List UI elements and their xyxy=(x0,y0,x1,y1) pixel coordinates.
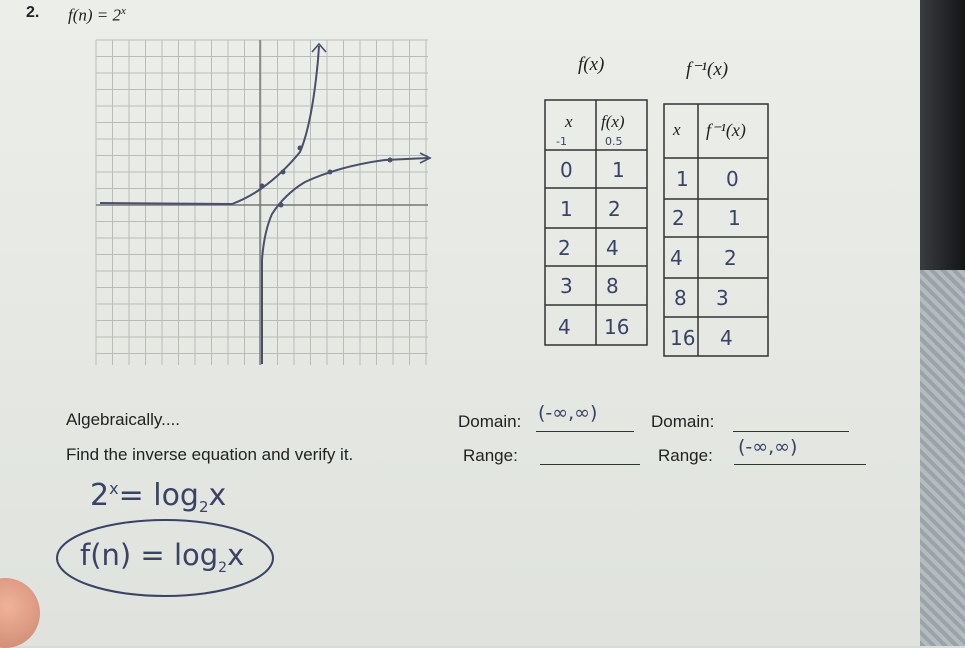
f-domain-blank xyxy=(536,431,634,432)
f-domain-value: (-∞,∞) xyxy=(538,402,598,424)
finv-range-label: Range: xyxy=(658,446,713,465)
f-range-blank xyxy=(540,464,640,465)
exponential-curve xyxy=(100,46,319,204)
f-cell: 1 xyxy=(560,197,573,221)
f-table-header-fx: f(x) xyxy=(601,112,625,131)
finv-cell: 0 xyxy=(726,167,739,191)
finv-table-title: f⁻¹(x) xyxy=(686,59,729,80)
finv-domain-label: Domain: xyxy=(651,412,715,431)
f-domain-label: Domain: xyxy=(458,412,522,431)
f-cell: 2 xyxy=(608,197,621,221)
finv-cell: 2 xyxy=(672,206,685,230)
finv-domain-blank xyxy=(733,431,849,432)
finv-table-header-x: x xyxy=(673,120,681,139)
finv-range-blank xyxy=(734,464,866,465)
finv-cell: 1 xyxy=(728,206,741,230)
finv-cell: 2 xyxy=(724,246,737,270)
f-cell: 16 xyxy=(604,315,630,339)
find-inverse-prompt: Find the inverse equation and verify it. xyxy=(66,445,354,464)
finv-cell: 4 xyxy=(670,246,683,270)
function-definition: $f(n) = 2^x$ xyxy=(68,5,126,25)
plot-point xyxy=(260,184,265,189)
problem-number: 2. xyxy=(26,4,40,21)
finv-cell: 16 xyxy=(670,326,696,350)
plot-point xyxy=(298,146,303,151)
plot-point xyxy=(281,170,286,175)
f-cell: 8 xyxy=(606,274,619,298)
f-cell: 4 xyxy=(558,315,571,339)
finv-cell: 3 xyxy=(716,286,729,310)
plot-point xyxy=(388,158,393,163)
f-cell: 0 xyxy=(560,158,573,182)
handwritten-equation-2: $f(n) = \log_2x$ xyxy=(80,538,245,576)
finv-table xyxy=(664,104,768,356)
handwritten-equation-1: $2^x= \log_2x$ xyxy=(90,478,227,516)
f-cell: 3 xyxy=(560,274,573,298)
f-cell: 2 xyxy=(558,236,571,260)
plot-point xyxy=(328,170,333,175)
f-cell: 1 xyxy=(612,158,625,182)
f-table-header-x: x xyxy=(565,112,573,131)
finv-cell: 4 xyxy=(720,326,733,350)
f-table-note-fx: 0.5 xyxy=(605,135,623,148)
finv-cell: 8 xyxy=(674,286,687,310)
f-cell: 4 xyxy=(606,236,619,260)
finv-cell: 1 xyxy=(676,167,689,191)
f-range-label: Range: xyxy=(463,446,518,465)
algebraically-label: Algebraically.... xyxy=(66,410,181,429)
finv-range-value: (-∞,∞) xyxy=(738,436,798,458)
f-table-note-x: -1 xyxy=(556,135,567,148)
plot-point xyxy=(279,203,284,208)
finv-table-header-finv: f⁻¹(x) xyxy=(706,120,746,140)
f-table-title: f(x) xyxy=(578,54,605,75)
